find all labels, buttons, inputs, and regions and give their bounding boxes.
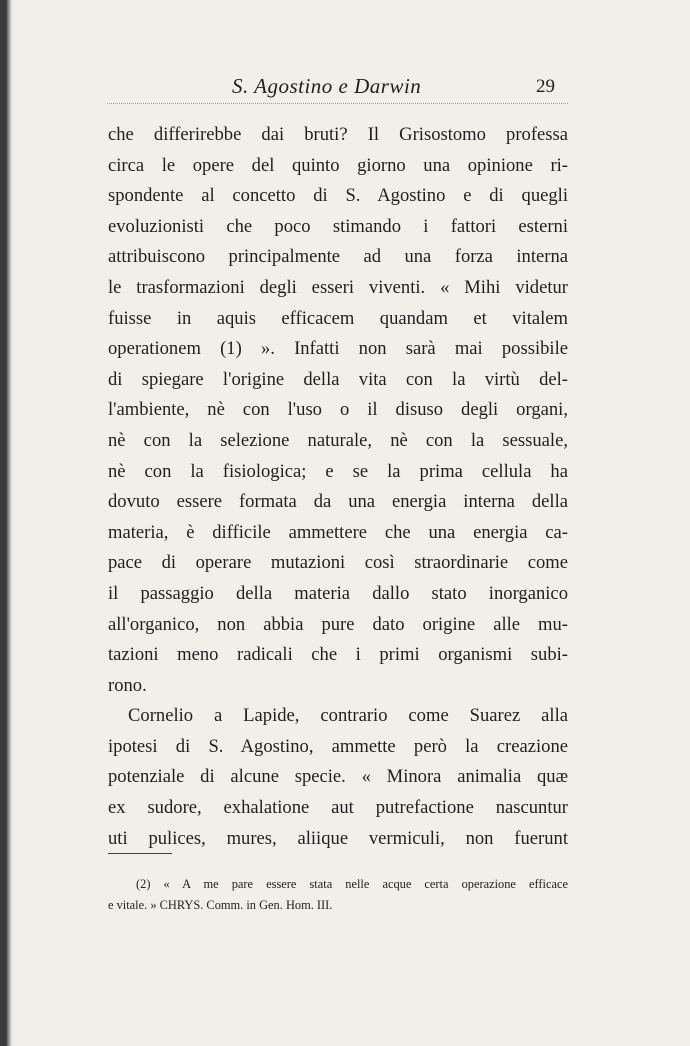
body-line: fuisse in aquis efficacem quandam et vitalem	[108, 307, 568, 329]
body-line: all'organico, non abbia pure dato origine alle mu-	[108, 613, 568, 635]
page-number: 29	[536, 76, 555, 97]
body-line: attribuiscono principalmente ad una forza interna	[108, 246, 568, 268]
header-rule	[107, 103, 568, 104]
body-line: dovuto essere formata da una energia interna della	[108, 491, 568, 513]
footnote	[108, 874, 568, 916]
body-line: circa le opere del quinto giorno una opinione ri-	[108, 154, 568, 176]
body-line: ipotesi di S. Agostino, ammette però la creazione	[108, 735, 568, 757]
body-line: Cornelio a Lapide, contrario come Suarez alla	[128, 705, 568, 727]
body-line: l'ambiente, nè con l'uso o il disuso degli organi,	[108, 399, 568, 421]
body-line: che differirebbe dai bruti? Il Grisostomo professa	[108, 124, 568, 145]
page-binding-edge	[0, 0, 12, 1046]
running-title: S. Agostino e Darwin	[232, 74, 422, 98]
running-head	[0, 74, 690, 104]
body-line: rono.	[108, 674, 147, 696]
body-line: uti pulices, mures, aliique vermiculi, non fuerunt	[108, 827, 568, 849]
footnote-rule	[108, 853, 172, 854]
body-line: spondente al concetto di S. Agostino e di quegli	[108, 185, 568, 207]
body-line: il passaggio della materia dallo stato inorganico	[108, 582, 568, 604]
body-line: pace di operare mutazioni così straordinarie come	[108, 552, 568, 574]
body-line: potenziale di alcune specie. « Minora animalia quæ	[108, 766, 568, 788]
body-line: tazioni meno radicali che i primi organismi subi-	[108, 644, 568, 666]
footnote-line: (2) « A me pare essere stata nelle acque certa operazione efficace	[136, 877, 568, 891]
body-line: materia, è difficile ammettere che una energia ca-	[108, 521, 568, 543]
body-line: operationem (1) ». Infatti non sarà mai possibile	[108, 338, 568, 360]
body-line: le trasformazioni degli esseri viventi. « Mihi videtur	[108, 276, 568, 298]
body-line: ex sudore, exhalatione aut putrefactione nascuntur	[108, 797, 568, 819]
body-text	[108, 120, 568, 854]
body-line: evoluzionisti che poco stimando i fattori esterni	[108, 215, 568, 237]
body-line: nè con la selezione naturale, nè con la sessuale,	[108, 429, 568, 451]
footnote-line: e vitale. » CHRYS. Comm. in Gen. Hom. III.	[108, 898, 333, 912]
body-line: nè con la fisiologica; e se la prima cellula ha	[108, 460, 568, 482]
body-line: di spiegare l'origine della vita con la virtù del-	[108, 368, 568, 390]
